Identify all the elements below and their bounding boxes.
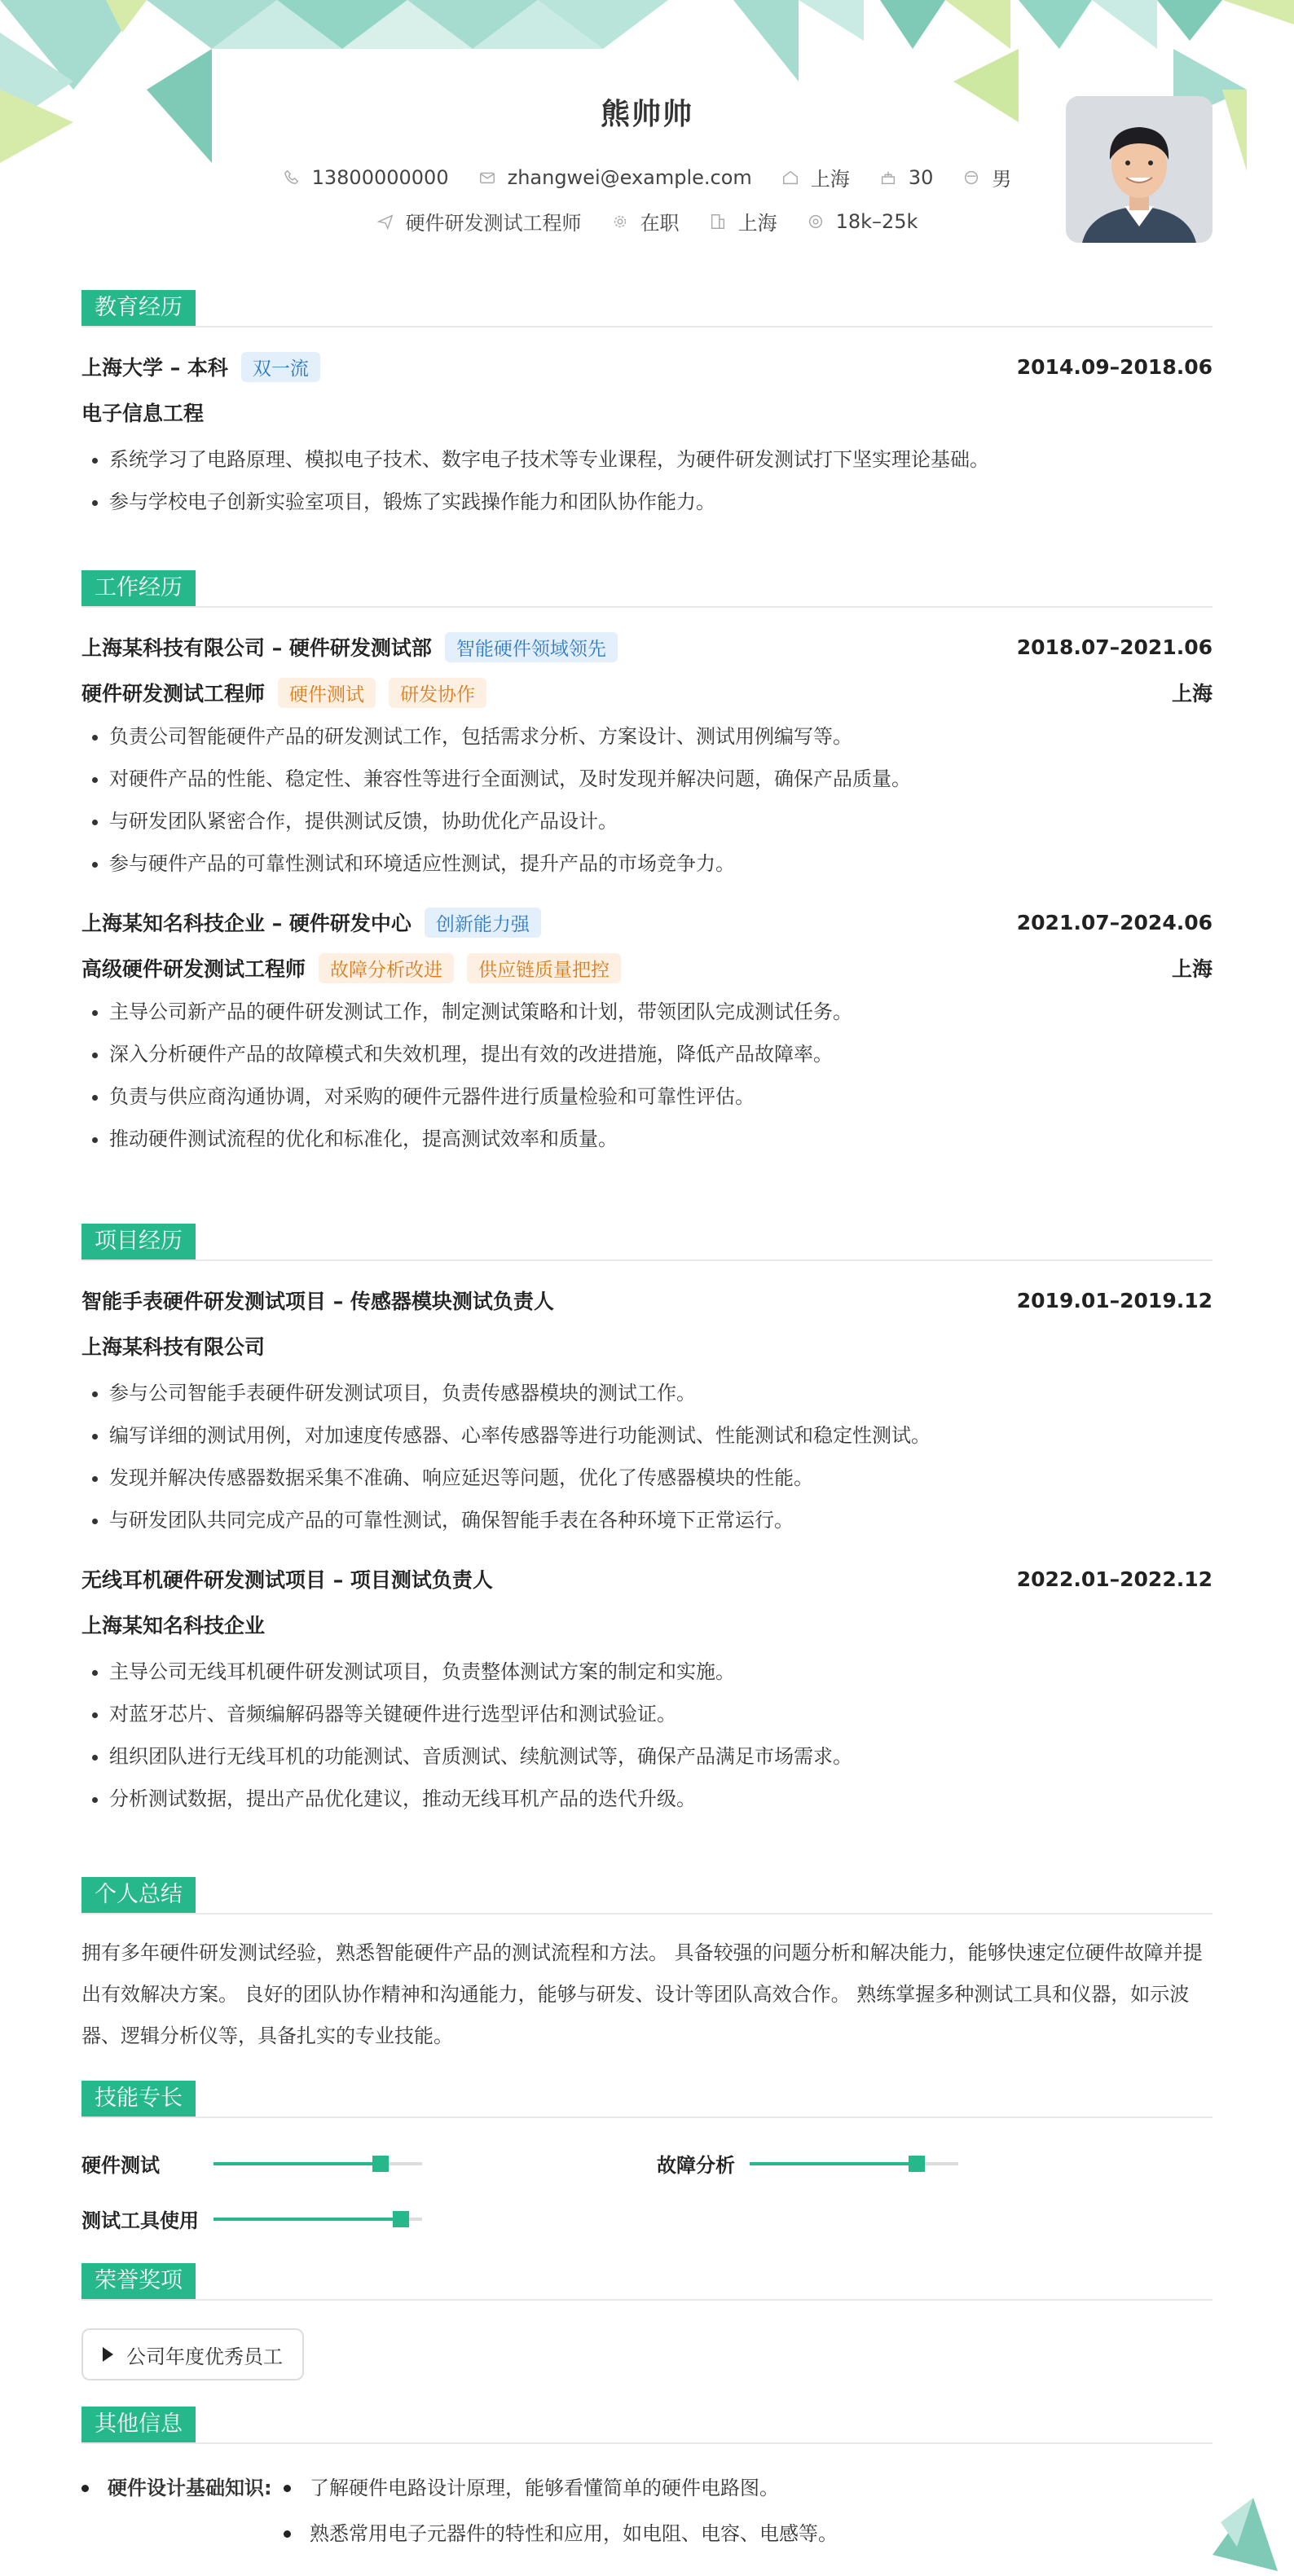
candidate-name: 熊帅帅 xyxy=(600,98,693,131)
education-section xyxy=(81,290,1213,523)
skills-section xyxy=(81,2081,1213,2249)
target-city-info xyxy=(709,207,777,235)
skill-name: 故障分析 xyxy=(657,2154,735,2177)
list-item: • 对硬件产品的性能、稳定性、兼容性等进行全面测试，及时发现并解决问题，确保产品质量。 xyxy=(109,758,1213,800)
work-period: 2021.07–2024.06 xyxy=(1016,910,1213,934)
honors-section xyxy=(81,2263,1213,2385)
section-header xyxy=(81,2263,1213,2301)
work-row xyxy=(81,899,1213,945)
work-period: 2018.07–2021.06 xyxy=(1016,635,1213,659)
work-section xyxy=(81,570,1213,1160)
summary-text xyxy=(81,1932,1213,2057)
position-row xyxy=(81,670,1213,715)
gender-icon xyxy=(962,169,980,187)
list-item: • 深入分析硬件产品的故障模式和失效机理，提出有效的改进措施，降低产品故障率。 xyxy=(109,1033,1213,1075)
status-text: 在职 xyxy=(640,212,680,235)
position-tag: 故障分析改进 xyxy=(319,953,454,983)
contact-row xyxy=(81,163,1213,191)
salary-info xyxy=(807,210,918,233)
position-row xyxy=(81,945,1213,991)
summary-line: 器、逻辑分析仪等，具备扎实的专业技能。 xyxy=(81,2024,453,2047)
school-tag: 双一流 xyxy=(241,352,320,382)
list-item: • 参与学校电子创新实验室项目，锻炼了实践操作能力和团队协作能力。 xyxy=(109,481,1213,523)
gear-icon xyxy=(611,213,629,231)
work-row xyxy=(81,624,1213,670)
project-title: 无线耳机硬件研发测试项目 – 项目测试负责人 xyxy=(81,1568,493,1592)
project-row xyxy=(81,1556,1213,1602)
projects-section xyxy=(81,1224,1213,1820)
position-tag: 供应链质量把控 xyxy=(467,953,621,983)
section-title: 项目经历 xyxy=(81,1224,196,1259)
major-name: 电子信息工程 xyxy=(81,402,205,425)
list-item: • 与研发团队共同完成产品的可靠性测试，确保智能手表在各种环境下正常运行。 xyxy=(109,1499,1213,1541)
school-name: 上海大学 – 本科 xyxy=(81,356,228,380)
salary-text: 18k–25k xyxy=(835,209,918,233)
section-title: 其他信息 xyxy=(81,2407,196,2442)
list-item: • 参与公司智能手表硬件研发测试项目，负责传感器模块的测试工作。 xyxy=(109,1372,1213,1414)
work-location: 上海 xyxy=(1171,957,1213,981)
phone-text: 13800000000 xyxy=(311,165,449,189)
position-name: 高级硬件研发测试工程师 xyxy=(81,957,306,981)
status-info xyxy=(611,207,680,235)
skill-item xyxy=(657,2149,958,2178)
summary-line: 出有效解决方案。 良好的团队协作精神和沟通能力，能够与研发、设计等团队高效合作。 熟练掌握多种测试工具和仪器，如示波 xyxy=(81,1983,1190,2006)
position-tag: 硬件测试 xyxy=(278,678,376,708)
age-info xyxy=(879,166,934,189)
section-title: 技能专长 xyxy=(81,2081,196,2117)
project-title: 智能手表硬件研发测试项目 – 传感器模块测试负责人 xyxy=(81,1290,554,1313)
skill-name: 测试工具使用 xyxy=(81,2209,199,2232)
list-item: • 负责公司智能硬件产品的研发测试工作，包括需求分析、方案设计、测试用例编写等。 xyxy=(109,715,1213,758)
award-text: 公司年度优秀员工 xyxy=(126,2345,283,2368)
job-target-info xyxy=(376,207,582,235)
email-text: zhangwei@example.com xyxy=(507,165,752,189)
project-period: 2022.01–2022.12 xyxy=(1016,1567,1213,1591)
skill-name: 硬件测试 xyxy=(81,2154,160,2177)
work-location: 上海 xyxy=(1171,682,1213,706)
section-header xyxy=(81,1877,1213,1914)
section-title: 教育经历 xyxy=(81,290,196,326)
section-header xyxy=(81,2407,1213,2444)
list-item: • 推动硬件测试流程的优化和标准化，提高测试效率和质量。 xyxy=(109,1118,1213,1160)
skill-item xyxy=(81,2205,422,2233)
avatar xyxy=(1066,96,1213,243)
gender-text: 男 xyxy=(992,168,1012,191)
summary-section xyxy=(81,1877,1213,2057)
city-info xyxy=(781,163,850,191)
skill-bar xyxy=(213,2162,422,2165)
section-title: 个人总结 xyxy=(81,1877,196,1913)
position-tag: 研发协作 xyxy=(389,678,486,708)
list-item: • 主导公司无线耳机硬件研发测试项目，负责整体测试方案的制定和实施。 xyxy=(109,1651,1213,1693)
play-icon xyxy=(103,2347,113,2362)
corner-decoration xyxy=(1204,2498,1278,2571)
project-period: 2019.01–2019.12 xyxy=(1016,1288,1213,1312)
section-header xyxy=(81,2081,1213,2118)
company-name: 上海某知名科技企业 – 硬件研发中心 xyxy=(81,912,412,935)
list-item: • 对蓝牙芯片、音频编解码器等关键硬件进行选型评估和测试验证。 xyxy=(109,1693,1213,1735)
work-bullets xyxy=(81,715,1213,885)
section-header xyxy=(81,1224,1213,1261)
skills-list xyxy=(81,2118,1213,2249)
award-item[interactable] xyxy=(81,2328,304,2380)
summary-line: 拥有多年硬件研发测试经验，熟悉智能硬件产品的测试流程和方法。 具备较强的问题分析和解决能力，能够快速定位硬件故障并提 xyxy=(81,1941,1203,1964)
list-item: • 负责与供应商沟通协调，对采购的硬件元器件进行质量检验和可靠性评估。 xyxy=(109,1075,1213,1118)
list-item: • 与研发团队紧密合作，提供测试反馈，协助优化产品设计。 xyxy=(109,800,1213,842)
phone-info xyxy=(283,166,449,189)
company-tag: 创新能力强 xyxy=(425,908,541,938)
email-info xyxy=(478,166,752,189)
skill-item xyxy=(81,2149,422,2178)
cake-icon xyxy=(879,169,897,187)
other-item: 了解硬件电路设计原理，能够看懂简单的硬件电路图。 xyxy=(310,2477,779,2499)
section-header xyxy=(81,570,1213,608)
other-info xyxy=(81,2465,1213,2563)
building-icon xyxy=(709,213,727,231)
target-city-text: 上海 xyxy=(737,212,777,235)
list-item: • 系统学习了电路原理、模拟电子技术、数字电子技术等专业课程，为硬件研发测试打下坚实理论基础。 xyxy=(109,438,1213,481)
home-icon xyxy=(781,169,799,187)
work-bullets xyxy=(81,991,1213,1160)
skill-bar xyxy=(213,2218,422,2221)
bullet-dot xyxy=(284,2485,291,2492)
other-section xyxy=(81,2407,1213,2563)
list-item: • 编写详细的测试用例，对加速度传感器、心率传感器等进行功能测试、性能测试和稳定性测试。 xyxy=(109,1414,1213,1457)
company-name: 上海某科技有限公司 – 硬件研发测试部 xyxy=(81,636,432,660)
phone-icon xyxy=(283,169,301,187)
project-row xyxy=(81,1277,1213,1323)
section-title: 工作经历 xyxy=(81,570,196,606)
mail-icon xyxy=(478,169,496,187)
list-item: • 组织团队进行无线耳机的功能测试、音质测试、续航测试等，确保产品满足市场需求。 xyxy=(109,1735,1213,1778)
position-name: 硬件研发测试工程师 xyxy=(81,682,266,706)
list-item: • 主导公司新产品的硬件研发测试工作，制定测试策略和计划，带领团队完成测试任务。 xyxy=(109,991,1213,1033)
education-period: 2014.09–2018.06 xyxy=(1016,354,1213,379)
send-icon xyxy=(376,213,394,231)
other-item: 熟悉常用电子元器件的特性和应用，如电阻、电容、电感等。 xyxy=(310,2522,838,2545)
bullet-dot xyxy=(81,2485,89,2492)
education-bullets xyxy=(81,438,1213,523)
age-text: 30 xyxy=(908,165,934,189)
section-title: 荣誉奖项 xyxy=(81,2263,196,2299)
other-key: 硬件设计基础知识: xyxy=(108,2477,272,2499)
list-item: • 发现并解决传感器数据采集不准确、响应延迟等问题，优化了传感器模块的性能。 xyxy=(109,1457,1213,1499)
gender-info xyxy=(962,163,1011,191)
list-item: • 参与硬件产品的可靠性测试和环境适应性测试，提升产品的市场竞争力。 xyxy=(109,842,1213,885)
skill-bar xyxy=(750,2162,958,2165)
coin-icon xyxy=(807,213,825,231)
company-tag: 智能硬件领域领先 xyxy=(445,632,618,662)
job-target-text: 硬件研发测试工程师 xyxy=(405,212,582,235)
section-header xyxy=(81,290,1213,327)
bullet-dot xyxy=(284,2530,291,2538)
project-bullets xyxy=(81,1372,1213,1541)
education-row xyxy=(81,344,1213,389)
project-bullets xyxy=(81,1651,1213,1820)
job-intent-row xyxy=(81,207,1213,235)
list-item: • 分析测试数据，提出产品优化建议，推动无线耳机产品的迭代升级。 xyxy=(109,1778,1213,1820)
avatar-portrait xyxy=(1066,96,1213,243)
project-org: 上海某知名科技企业 xyxy=(81,1614,266,1637)
city-text: 上海 xyxy=(810,168,850,191)
project-org: 上海某科技有限公司 xyxy=(81,1335,266,1359)
